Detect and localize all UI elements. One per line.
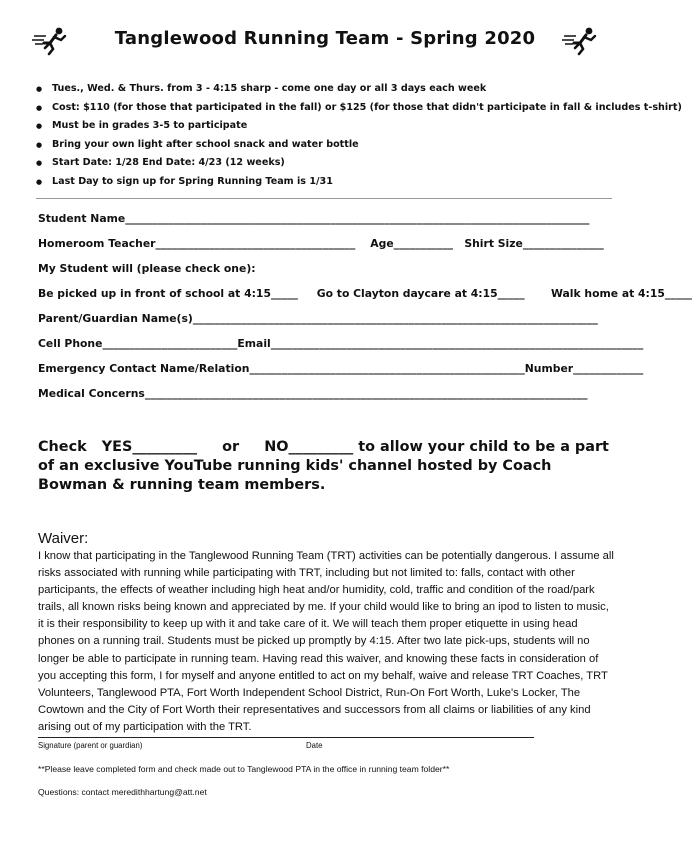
student-name-label: Student Name	[38, 212, 126, 225]
check-one-heading: My Student will (please check one):	[38, 262, 256, 275]
list-item: ● Tues., Wed. & Thurs. from 3 - 4:15 sharp - come one day or all 3 days each week	[36, 80, 626, 99]
yes-option[interactable]: YES	[101, 439, 133, 455]
contact-row[interactable]: Cell Phone_________________________Email_____________________________________________________________________	[38, 337, 644, 350]
list-item: ● Must be in grades 3-5 to participate	[36, 117, 626, 136]
walk-home-option: Walk home at 4:15	[550, 287, 665, 300]
list-item: ● Bring your own light after school snack and water bottle	[36, 136, 626, 155]
dismissal-options-row[interactable]: Be picked up in front of school at 4:15_____ Go to Clayton daycare at 4:15_____ Walk home at 4:15_____	[38, 287, 692, 300]
check-label: Check	[38, 439, 87, 455]
number-label: Number	[524, 362, 574, 375]
waiver-body: I know that participating in the Tanglewood Running Team (TRT) activities can be potentially dangerous. I assume all risks associated with running while participating with TRT, including but not limited to: falls, contact with other participants, the effects of weather including high heat and/or humidity, cold, traffic and condition of the road/park trails, all known risks being known and appreciated by me. If your child would like to bring an ipod to listen to music, it is their responsibility to keep up with it and take care of it. We will teach them proper etiquette in using head phones on a running trail. Students must be picked up promptly by 4:15. After two late pick-ups, students will no longer be able to participate in running team. Having read this waiver, and knowing these facts in consideration of you accepting this form, I for myself and anyone entitled to act on my behalf, waive and release TRT Coaches, TRT Volunteers, Tanglewood PTA, Fort Worth Independent School District, Run-On Fort Worth, Luke's Locker, The Cowtown and the City of Fort Worth their representatives and successors from all claims or liabilities of any kind arising out of my participation with the TRT.	[38, 550, 614, 733]
emergency-contact-label: Emergency Contact Name/Relation	[38, 362, 250, 375]
pickup-front-option: Be picked up in front of school at 4:15	[38, 287, 271, 300]
youtube-permission-text: to allow your child to be a part of an exclusive YouTube running kids' channel hosted by Coach Bowman & running team members.	[38, 439, 609, 493]
list-item: ● Start Date: 1/28 End Date: 4/23 (12 weeks)	[36, 154, 626, 173]
homeroom-teacher-label: Homeroom Teacher	[38, 237, 156, 250]
section-divider	[36, 198, 612, 199]
age-label: Age	[370, 237, 394, 250]
contact-info: Questions: contact meredithhartung@att.net	[38, 787, 207, 797]
cell-phone-label: Cell Phone	[38, 337, 103, 350]
parent-names-row[interactable]: Parent/Guardian Name(s)___________________________________________________________________________	[38, 312, 598, 325]
info-bullet-list	[36, 80, 682, 192]
clayton-daycare-option: Go to Clayton daycare at 4:15	[316, 287, 498, 300]
waiver-heading: Waiver:	[38, 530, 89, 547]
signature-label: Signature (parent or guardian)	[38, 741, 143, 750]
no-option[interactable]: NO	[264, 439, 289, 455]
list-item: ● Cost: $110 (for those that participated in the fall) or $125 (for those that didn't participate in fall & includes t-shirt)	[36, 99, 626, 118]
page-title: Tanglewood Running Team - Spring 2020	[114, 28, 536, 49]
medical-concerns-label: Medical Concerns	[38, 387, 145, 400]
submission-note: **Please leave completed form and check made out to Tanglewood PTA in the office in running team folder**	[38, 764, 450, 774]
date-label: Date	[306, 741, 323, 750]
shirt-size-label: Shirt Size	[464, 237, 523, 250]
homeroom-row[interactable]: Homeroom Teacher_____________________________________ Age___________ Shirt Size_______________	[38, 237, 604, 250]
list-item: ● Last Day to sign up for Spring Running Team is 1/31	[36, 173, 626, 192]
signature-line[interactable]	[38, 737, 534, 738]
parent-names-label: Parent/Guardian Name(s)	[38, 312, 193, 325]
runner-icon	[562, 26, 602, 56]
medical-concerns-row[interactable]: Medical Concerns__________________________________________________________________________________	[38, 387, 588, 400]
student-name-row[interactable]: Student Name______________________________________________________________________________________	[38, 212, 590, 225]
email-label: Email	[237, 337, 271, 350]
youtube-permission[interactable]: Check YES_________ or NO_________ to allow your child to be a part of an exclusive YouTube running kids' channel hosted by Coach Bowman & running team members.	[38, 439, 609, 493]
emergency-contact-row[interactable]: Emergency Contact Name/Relation___________________________________________________Number_____________	[38, 362, 644, 375]
or-label: or	[222, 439, 240, 455]
